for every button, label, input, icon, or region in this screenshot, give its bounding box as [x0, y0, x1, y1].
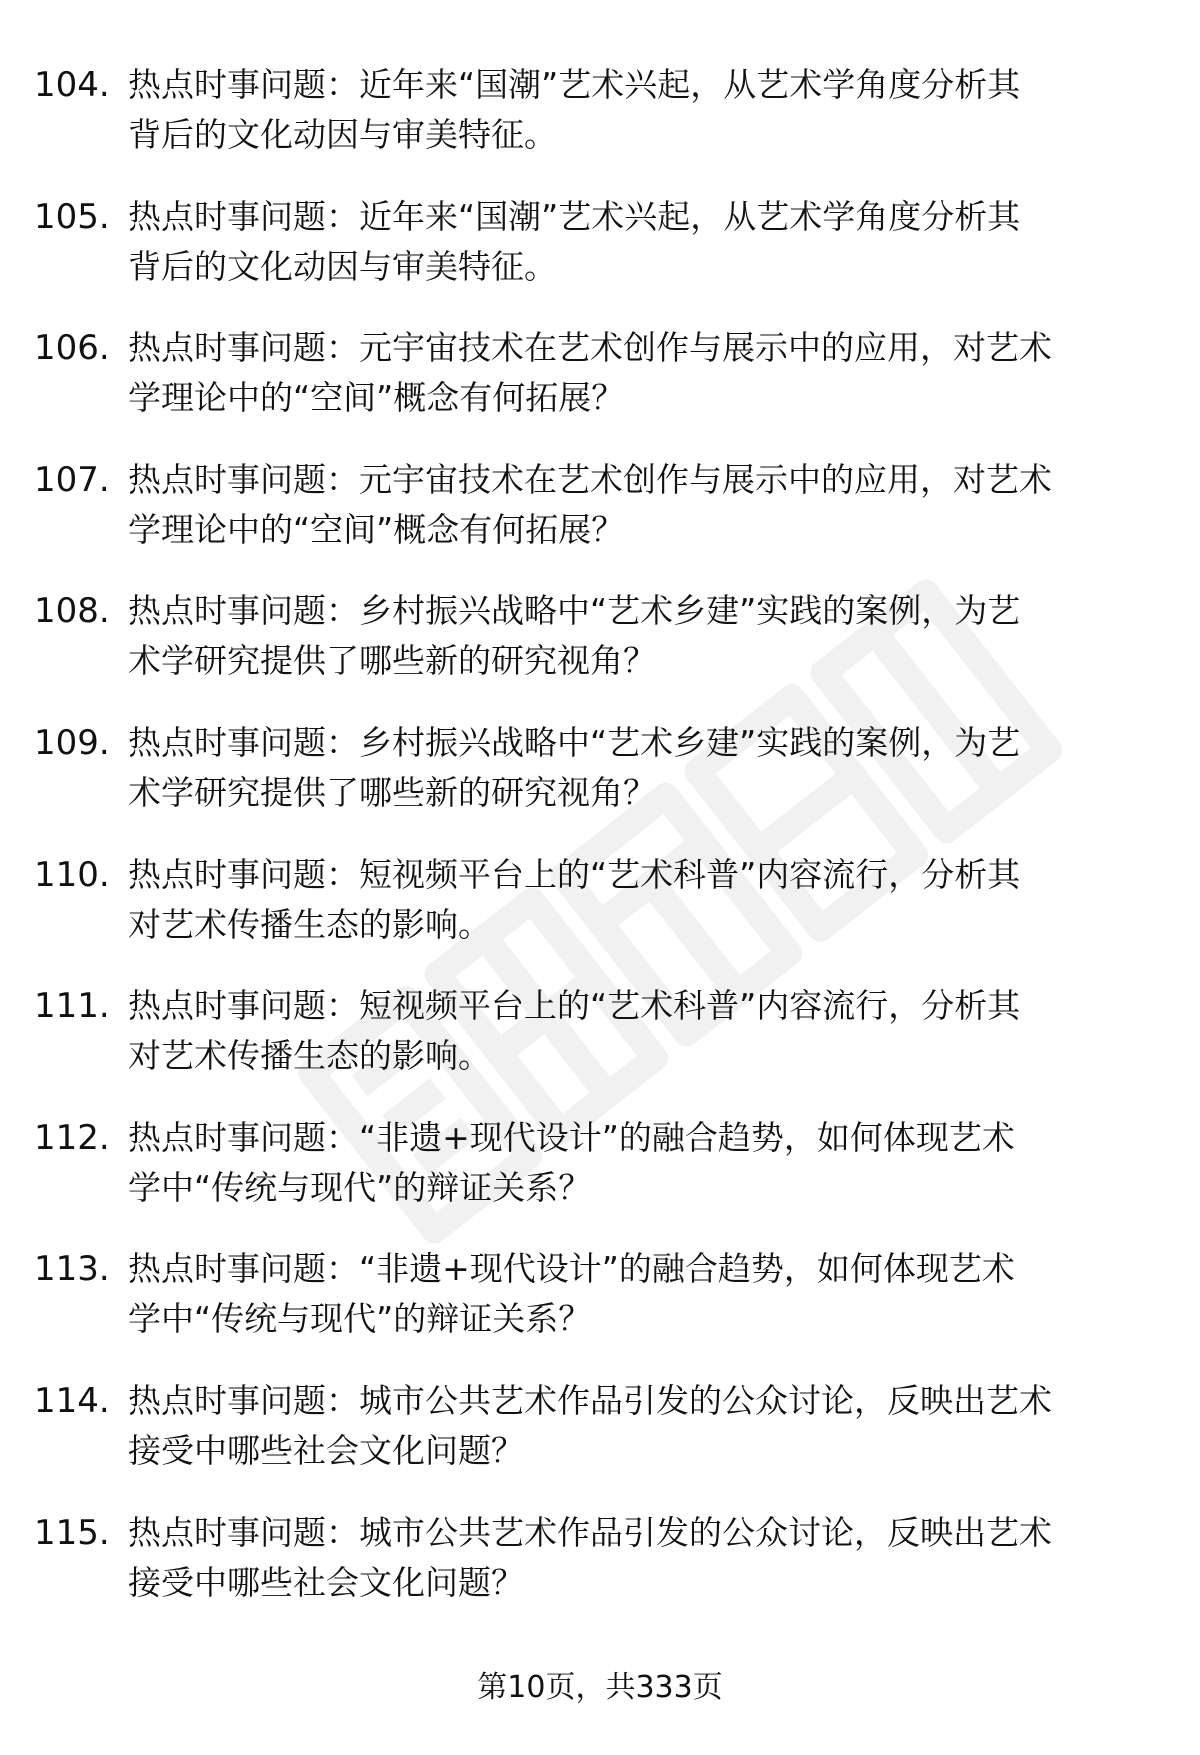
question-line: 热点时事问题：城市公共艺术作品引发的公众讨论，反映出艺术	[128, 1380, 1052, 1420]
question-list	[0, 60, 1200, 1639]
question-text	[128, 1244, 1138, 1344]
question-item	[0, 192, 1200, 324]
question-item	[0, 586, 1200, 718]
question-item	[0, 1376, 1200, 1508]
question-number: 107.	[34, 459, 110, 500]
question-text	[128, 586, 1138, 686]
question-line: 背后的文化动因与审美特征。	[128, 246, 557, 286]
question-line: 背后的文化动因与审美特征。	[128, 115, 557, 154]
question-line: 热点时事问题：乡村振兴战略中“艺术乡建”实践的案例，为艺	[128, 591, 1021, 631]
question-line: 热点时事问题：“非遗+现代设计”的融合趋势，如何体现艺术	[128, 1117, 1015, 1157]
question-item	[0, 981, 1200, 1113]
question-line: 学理论中的“空间”概念有何拓展？	[128, 378, 625, 418]
question-item	[0, 1244, 1200, 1376]
question-line: 接受中哪些社会文化问题？	[128, 1562, 524, 1602]
question-text	[128, 455, 1138, 555]
question-line: 学理论中的“空间”概念有何拓展？	[128, 509, 625, 549]
question-line: 热点时事问题：“非遗+现代设计”的融合趋势，如何体现艺术	[128, 1249, 1015, 1289]
question-text	[128, 192, 1138, 292]
question-line: 热点时事问题：短视频平台上的“艺术科普”内容流行，分析其	[128, 986, 1021, 1026]
question-item	[0, 1508, 1200, 1640]
question-item	[0, 60, 1200, 192]
question-item	[0, 323, 1200, 455]
question-number: 109.	[34, 722, 110, 763]
question-line: 学中“传统与现代”的辩证关系？	[128, 1167, 592, 1207]
question-line: 热点时事问题：元宇宙技术在艺术创作与展示中的应用，对艺术	[128, 328, 1052, 368]
question-line: 热点时事问题：城市公共艺术作品引发的公众讨论，反映出艺术	[128, 1512, 1052, 1552]
question-text	[128, 1113, 1138, 1213]
question-line: 术学研究提供了哪些新的研究视角？	[128, 772, 656, 812]
question-line: 热点时事问题：近年来“国潮”艺术兴起，从艺术学角度分析其	[128, 196, 1021, 236]
question-item	[0, 455, 1200, 587]
question-number: 104.	[34, 65, 110, 105]
question-number: 113.	[34, 1249, 110, 1290]
question-number: 111.	[34, 986, 110, 1027]
question-line: 接受中哪些社会文化问题？	[128, 1430, 524, 1470]
question-line: 术学研究提供了哪些新的研究视角？	[128, 641, 656, 681]
page-footer	[0, 1668, 1200, 1708]
question-line: 热点时事问题：乡村振兴战略中“艺术乡建”实践的案例，为艺	[128, 722, 1021, 762]
question-item	[0, 718, 1200, 850]
question-number: 110.	[34, 854, 110, 895]
question-text	[128, 850, 1138, 950]
question-number: 105.	[34, 196, 110, 237]
question-line: 热点时事问题：短视频平台上的“艺术科普”内容流行，分析其	[128, 854, 1021, 894]
question-text	[128, 1376, 1138, 1476]
question-line: 热点时事问题：近年来“国潮”艺术兴起，从艺术学角度分析其	[128, 65, 1021, 104]
question-number: 114.	[34, 1380, 110, 1421]
question-text	[128, 323, 1138, 423]
question-item	[0, 850, 1200, 982]
question-text	[128, 60, 1138, 160]
question-line: 热点时事问题：元宇宙技术在艺术创作与展示中的应用，对艺术	[128, 459, 1052, 499]
question-number: 115.	[34, 1512, 110, 1553]
question-line: 学中“传统与现代”的辩证关系？	[128, 1299, 592, 1339]
question-number: 106.	[34, 328, 110, 369]
question-text	[128, 1508, 1138, 1608]
question-text	[128, 981, 1138, 1081]
question-line: 对艺术传播生态的影响。	[128, 1036, 491, 1076]
question-number: 112.	[34, 1117, 110, 1158]
question-text	[128, 718, 1138, 818]
page-number-indicator: 第10页，共333页	[477, 1670, 723, 1705]
question-line: 对艺术传播生态的影响。	[128, 904, 491, 944]
question-item	[0, 1113, 1200, 1245]
question-number: 108.	[34, 591, 110, 632]
